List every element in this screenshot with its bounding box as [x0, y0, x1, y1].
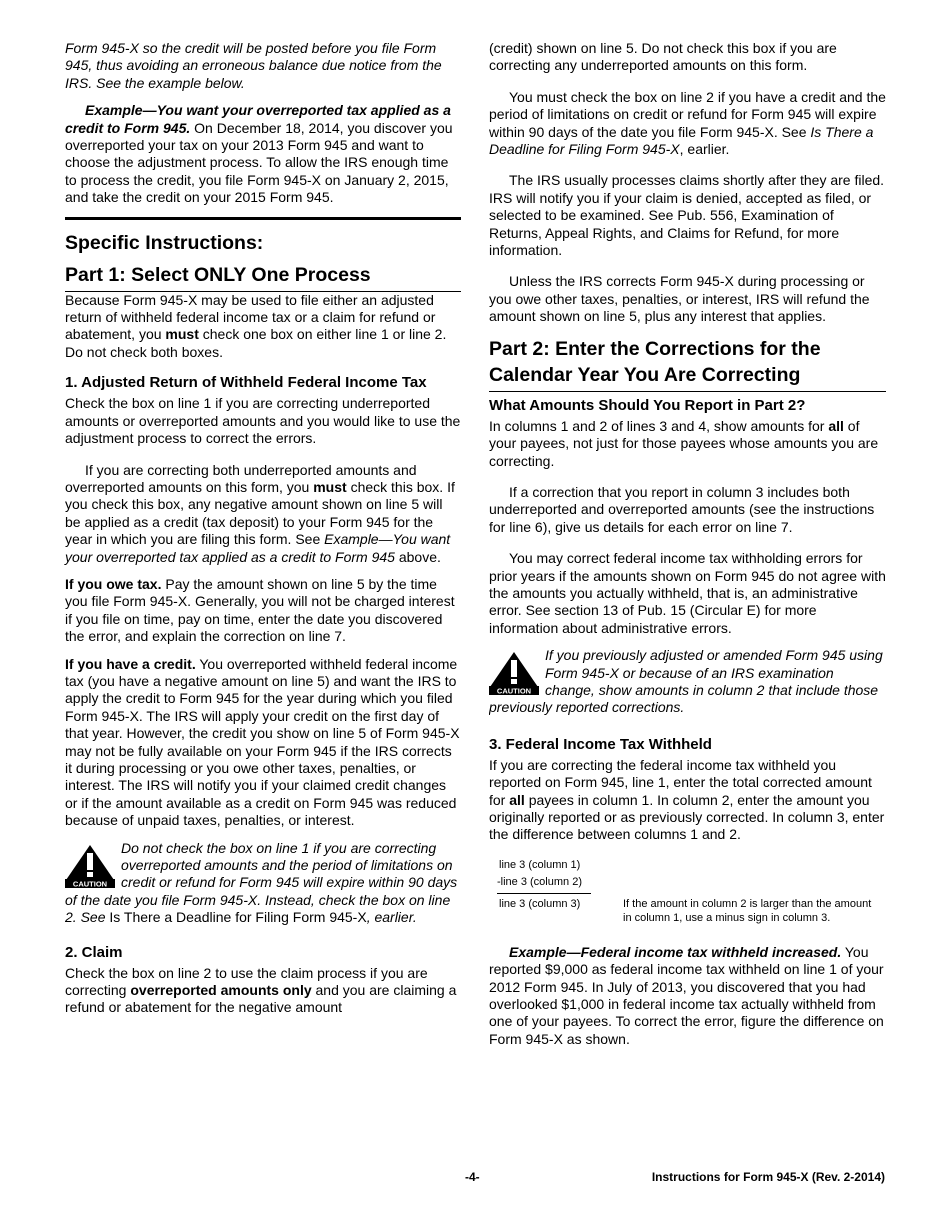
section2-paragraph: [65, 965, 461, 1017]
what-a: In columns 1 and 2 of lines 3 and 4, show amounts for: [489, 417, 829, 434]
part1-text-bold: must: [165, 326, 199, 343]
calc-divider: [497, 893, 591, 894]
section1-p2-a: If you are correcting both underreported amounts and overreported amounts on this form, you: [65, 461, 417, 495]
example-increase-paragraph: [489, 944, 886, 1048]
caution-text-column2: If you previously adjusted or amended Form 945 using Form 945-X or because of an IRS examination change, show amounts in column 2 that include those previously reported corrections.: [489, 647, 883, 716]
owe-tax-paragraph: [65, 576, 461, 646]
calc-row1: line 3 (column 1): [499, 858, 581, 871]
irs-processes-paragraph: The IRS usually processes claims shortly after they are filed. IRS will notify you if your claim is denied, accepted as filed, or selected to be examined. See Pub. 556, Examination of Returns, Appeal Rights, and Claims for Refund, for more information.: [489, 172, 885, 259]
caution1-a: Do not check the box on line 1 if you are correcting overreported amounts and the period of limitations on credit or refund for Form 945 will expire within 90 days of the date you file Form 945-X. Instead, check the box on line 2. See: [65, 839, 458, 926]
section1-p2-e: above.: [394, 548, 441, 565]
calc-note: If the amount in column 2 is larger than the amount in column 1, use a minus sign in column 3.: [623, 897, 872, 924]
owe-tax-text: Pay the amount shown on line 5 by the time you file Form 945-X. Generally, you will not be charged interest if you file on time, pay on time, enter the date you discovered the error, and explain the correction on line 7.: [65, 575, 455, 645]
section2-heading: 2. Claim: [65, 943, 123, 961]
section3-bold: all: [509, 791, 525, 808]
specific-instructions-header: [65, 217, 461, 292]
section1-paragraph2: [65, 462, 461, 566]
section3-heading: 3. Federal Income Tax Withheld: [489, 735, 712, 753]
footer-title: Instructions for Form 945-X (Rev. 2-2014): [651, 1170, 885, 1184]
part1-text-a: Because Form 945-X may be used to file either an adjusted return of withheld federal income tax or a claim for refund or abatement, you: [65, 291, 436, 343]
example-credit-text: On December 18, 2014, you discover you overreported your tax on your 2013 Form 945 and want to choose the adjustment process. To allow the IRS enough time to process the credit, you file Form 945-X on January 2, 2015, and take the credit on your 2015 Form 945.: [65, 119, 453, 206]
claim-continued-paragraph: (credit) shown on line 5. Do not check this box if you are correcting any underreported amounts on this form.: [489, 40, 837, 74]
example-credit-paragraph: [65, 102, 461, 206]
section3-a: If you are correcting the federal income tax withheld you reported on Form 945, line 1, enter the total corrected amount for: [489, 756, 872, 808]
page-number: -4-: [465, 1170, 480, 1184]
calc-row3: line 3 (column 3): [499, 897, 581, 910]
specific-instructions-heading: Specific Instructions:: [65, 231, 264, 254]
example-increase-lead: Example—Federal income tax withheld increased.: [509, 943, 842, 960]
must-check-paragraph: [489, 89, 886, 159]
have-credit-text: You overreported withheld federal income tax (you have a negative amount on line 5) and want the IRS to apply the credit to Form 945 for the year during which you filed Form 945-X. The IRS will apply your credit on the first day of that year. However, the credit you show on line 5 of Form 945-X may not be fully available on your Form 945 if the IRS corrects it during processing or you owe other taxes, penalties, or interest. The IRS will notify you if your claimed credit changes or if the amount available as a credit on Form 945 was reduced because of unpaid taxes, penalties, or interest.: [65, 655, 460, 829]
caution-icon: [489, 651, 539, 695]
caution-icon: [65, 844, 115, 888]
must-check-a: You must check the box on line 2 if you have a credit and the period of limitations on credit or refund for Form 945 will expire within 90 days of the date you file Form 945-X. See: [489, 88, 886, 140]
owe-tax-lead: If you owe tax.: [65, 575, 162, 592]
part2-heading: Part 2: Enter the Corrections for the Calendar Year You Are Correcting: [489, 336, 886, 392]
part1-text-c: check one box on either line 1 or line 2. Do not check both boxes.: [65, 326, 447, 360]
section1-p2-bold: must: [313, 478, 347, 495]
part1-paragraph: [65, 292, 461, 362]
column3-calculation: [497, 858, 886, 930]
caution-box-line1: [65, 840, 461, 927]
calc-row2: -line 3 (column 2): [497, 875, 582, 888]
what-amounts-paragraph: [489, 418, 886, 470]
caution1-c: , earlier.: [366, 909, 417, 926]
section2-c: and you are claiming a refund or abatement for the negative amount: [65, 982, 457, 1016]
section3-paragraph: [489, 757, 886, 844]
prior-years-paragraph: You may correct federal income tax withholding errors for prior years if the amounts shown on Form 945 do not agree with the amounts you actually withheld, that is, an administrative error. See section 13 of Pub. 15 (Circular E) for more information about administrative errors.: [489, 550, 886, 636]
section1-p2-c: check this box. If you check this box, any negative amount shown on line 5 will be applied as a credit (tax deposit) to your Form 945 for the year in which you are filing this form. See: [65, 478, 455, 548]
right-column: [489, 40, 886, 1058]
what-c: of your payees, not just for those payees whose amounts you are correcting.: [489, 417, 879, 469]
left-column: [65, 40, 461, 1027]
have-credit-paragraph: [65, 656, 461, 830]
part1-heading: Part 1: Select ONLY One Process: [65, 262, 461, 292]
section2-a: Check the box on line 2 to use the claim process if you are correcting: [65, 964, 428, 999]
intro-paragraph: Form 945-X so the credit will be posted before you file Form 945, thus avoiding an erroneous balance due notice from the IRS. See the example below.: [65, 40, 442, 91]
caution-box-column2: [489, 647, 886, 717]
what-amounts-heading: What Amounts Should You Report in Part 2?: [489, 396, 806, 414]
section3-c: payees in column 1. In column 2, enter the amount you originally reported or as previously corrected. In column 3, enter the difference between columns 1 and 2.: [489, 791, 885, 843]
caution-text-line1: [65, 840, 461, 927]
caution-label: CAUTION: [496, 686, 532, 696]
section1-paragraph1: Check the box on line 1 if you are correcting underreported amounts or overreported amounts and you would like to use the adjustment process to correct the errors.: [65, 395, 461, 447]
section1-heading: 1. Adjusted Return of Withheld Federal Income Tax: [65, 374, 427, 392]
section2-bold: overreported amounts only: [130, 982, 312, 999]
caution-label: CAUTION: [72, 879, 108, 888]
example-credit-lead: Example—You want your overreported tax applied as a credit to Form 945.: [65, 102, 451, 136]
must-check-c: , earlier.: [679, 141, 730, 158]
caution1-ref: Is There a Deadline for Filing Form 945-X: [109, 909, 367, 926]
what-bold: all: [828, 417, 844, 434]
section1-p2-italic: Example—You want your overreported tax applied as a credit to Form 945: [65, 531, 451, 565]
example-increase-text: You reported $9,000 as federal income tax withheld on line 1 of your 2012 Form 945. In July of 2013, you discovered that you had overlooked $1,000 in federal income tax actually withheld from one of your payees. To correct the error, figure the difference on Form 945-X as shown.: [489, 943, 884, 1047]
column3-paragraph: If a correction that you report in column 3 includes both underreported and overreported amounts (see the instructions for line 6), give us details for each error on line 7.: [489, 483, 875, 535]
have-credit-lead: If you have a credit.: [65, 655, 196, 672]
must-check-ref: Is There a Deadline for Filing Form 945-X: [489, 123, 874, 158]
unless-paragraph: Unless the IRS corrects Form 945-X during processing or you owe other taxes, penalties, or interest, IRS will refund the amount shown on line 5, plus any interest that applies.: [489, 273, 870, 325]
